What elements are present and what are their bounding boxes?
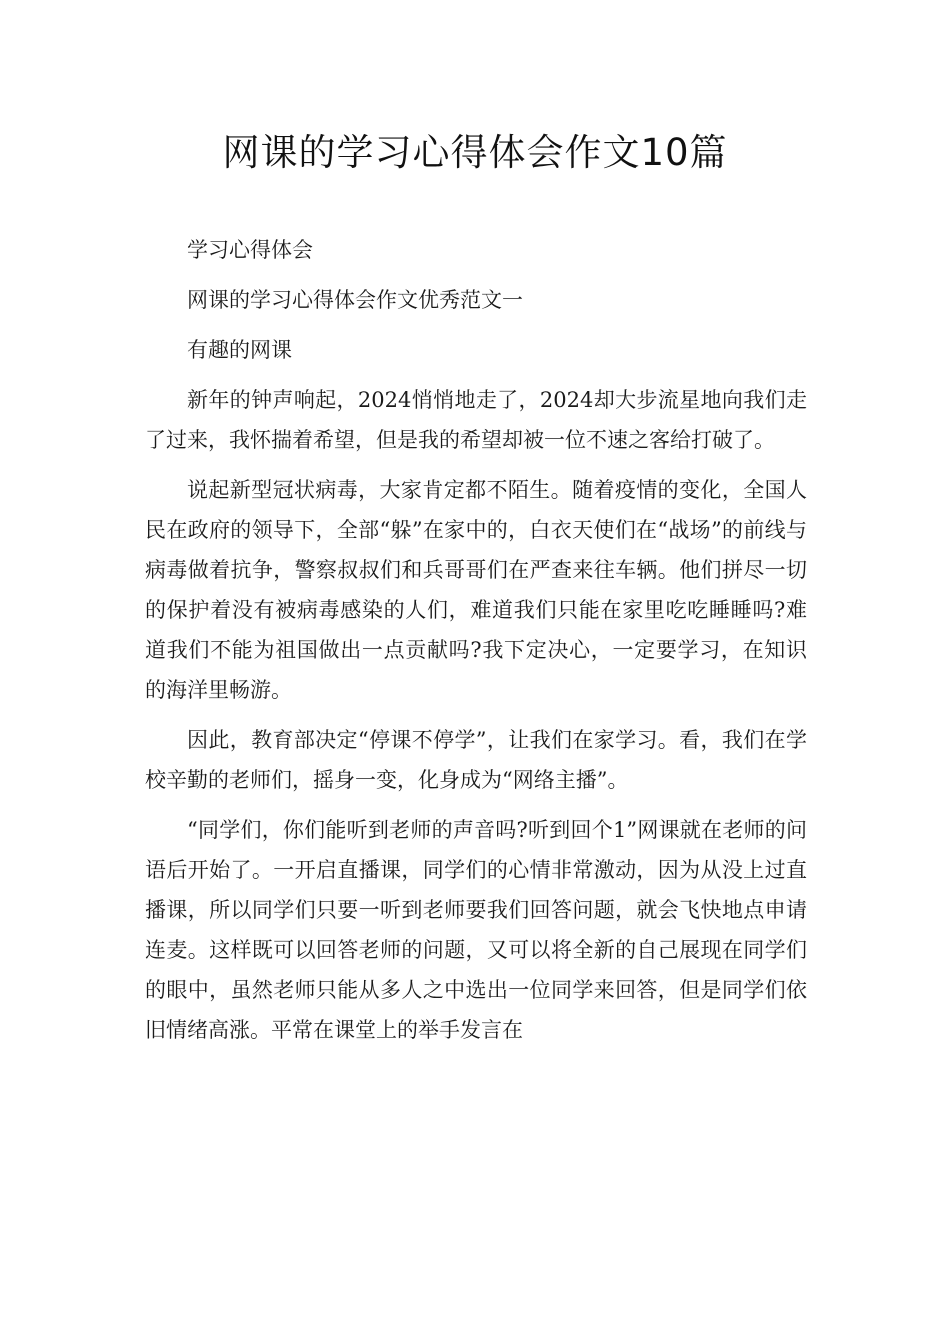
paragraph-essay-title: 有趣的网课 [187, 338, 292, 362]
document-body [145, 230, 807, 1060]
paragraph: 因此，教育部决定“停课不停学”，让我们在家学习。看，我们在学校辛勤的老师们，摇身一变，化身成为“网络主播”。 [145, 728, 807, 792]
paragraph: 新年的钟声响起，2024悄悄地走了，2024却大步流星地向我们走了过来，我怀揣着希望，但是我的希望却被一位不速之客给打破了。 [145, 388, 807, 452]
paragraph-essay-subtitle: 网课的学习心得体会作文优秀范文一 [187, 288, 523, 312]
paragraph-section-heading: 学习心得体会 [187, 238, 313, 262]
paragraph: 说起新型冠状病毒，大家肯定都不陌生。随着疫情的变化，全国人民在政府的领导下，全部“躲”在家中的，白衣天使们在“战场”的前线与病毒做着抗争，警察叔叔们和兵哥哥们在严查来往车辆。他们拼尽一切的保护着没有被病毒感染的人们，难道我们只能在家里吃吃睡睡吗?难道我们不能为祖国做出一点贡献吗?我下定决心，一定要学习，在知识的海洋里畅游。 [145, 478, 807, 702]
document-title: 网课的学习心得体会作文10篇 [222, 131, 728, 174]
paragraph: “同学们，你们能听到老师的声音吗?听到回个1”网课就在老师的问语后开始了。一开启直播课，同学们的心情非常激动，因为从没上过直播课，所以同学们只要一听到老师要我们回答问题，就会飞快地点申请连麦。这样既可以回答老师的问题，又可以将全新的自己展现在同学们的眼中，虽然老师只能从多人之中选出一位同学来回答，但是同学们依旧情绪高涨。平常在课堂上的举手发言在 [145, 818, 807, 1042]
